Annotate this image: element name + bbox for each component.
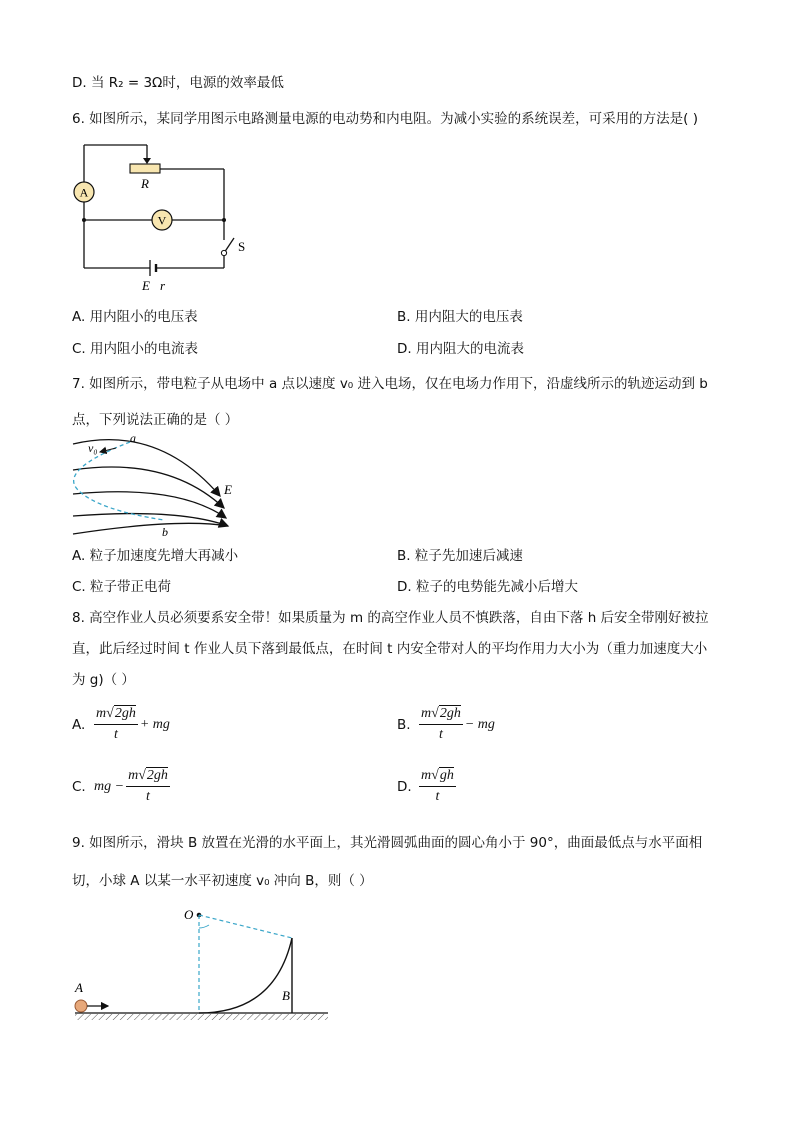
q5-option-d: D. 当 R₂ = 3Ω时，电源的效率最低 <box>72 75 284 91</box>
svg-text:r: r <box>160 278 166 293</box>
svg-text:V: V <box>157 213 167 228</box>
q8-option-c: C. mg − $\frac{m√2gh}{t}$ <box>72 768 168 804</box>
switch-icon <box>221 238 234 256</box>
q7-option-d: D. 粒子的电势能先减小后增大 <box>397 579 578 595</box>
svg-text:B: B <box>282 988 290 1003</box>
q6-option-a: A. 用内阻小的电压表 <box>72 309 198 325</box>
q8-option-b: B. $\frac{m√2gh}{t}$ − mg <box>397 706 495 742</box>
svg-text:v₀: v₀ <box>88 441 98 455</box>
svg-text:E: E <box>142 278 150 293</box>
q8-option-a: A. $\frac{m√2gh}{t}$ + mg <box>72 706 170 742</box>
q6-option-b: B. 用内阻大的电压表 <box>397 309 523 325</box>
svg-text:A: A <box>75 980 83 995</box>
q7-stem-line1: 7. 如图所示，带电粒子从电场中 a 点以速度 v₀ 进入电场，仅在电场力作用下，沿虚线所示的轨迹运动到 b <box>72 376 708 392</box>
q6-stem: 6. 如图所示，某同学用图示电路测量电源的电动势和内电阻。为减小实验的系统误差，可采用的方法是( ) <box>72 111 698 127</box>
q7-stem-line2: 点，下列说法正确的是（ ） <box>72 412 239 428</box>
ammeter-icon <box>74 182 94 202</box>
q7-option-c: C. 粒子带正电荷 <box>72 579 172 595</box>
ball-a-icon <box>75 1000 87 1012</box>
resistor-icon <box>130 164 160 173</box>
q7-option-a: A. 粒子加速度先增大再减小 <box>72 548 239 564</box>
voltmeter-icon <box>152 210 172 230</box>
q7-option-b: B. 粒子先加速后减速 <box>397 548 523 564</box>
fraction: $\frac{m√2gh}{t}$ <box>421 706 461 742</box>
q6-option-d: D. 用内阻大的电流表 <box>397 341 524 357</box>
q8-stem-line3: 为 g)（ ） <box>72 672 135 688</box>
q9-slider-diagram <box>70 900 335 1025</box>
svg-text:R: R <box>141 176 149 191</box>
svg-text:a: a <box>130 431 136 445</box>
q6-option-c: C. 用内阻小的电流表 <box>72 341 199 357</box>
svg-text:S: S <box>238 239 246 254</box>
svg-text:E: E <box>224 482 232 497</box>
fraction: $\frac{m√2gh}{t}$ <box>128 768 168 804</box>
svg-text:A: A <box>79 185 89 200</box>
svg-text:b: b <box>162 525 168 539</box>
svg-text:O: O <box>184 907 194 922</box>
q8-stem-line1: 8. 高空作业人员必须要系安全带！如果质量为 m 的高空作业人员不慎跌落，自由下落 h 后安全带刚好被拉 <box>72 610 709 626</box>
fraction: $\frac{m√2gh}{t}$ <box>96 706 136 742</box>
fraction: $\frac{m√gh}{t}$ <box>421 768 454 804</box>
q9-stem-line1: 9. 如图所示，滑块 B 放置在光滑的水平面上，其光滑圆弧曲面的圆心角小于 90°，曲面最低点与水平面相 <box>72 835 703 851</box>
q9-stem-line2: 切，小球 A 以某一水平初速度 v₀ 冲向 B，则（ ） <box>72 873 373 889</box>
q7-field-diagram <box>68 430 248 545</box>
q8-option-d: D. $\frac{m√gh}{t}$ <box>397 768 454 804</box>
q6-circuit-diagram <box>72 140 262 300</box>
q8-stem-line2: 直，此后经过时间 t 作业人员下落到最低点，在时间 t 内安全带对人的平均作用力大小为（重力加速度大小 <box>72 641 708 657</box>
